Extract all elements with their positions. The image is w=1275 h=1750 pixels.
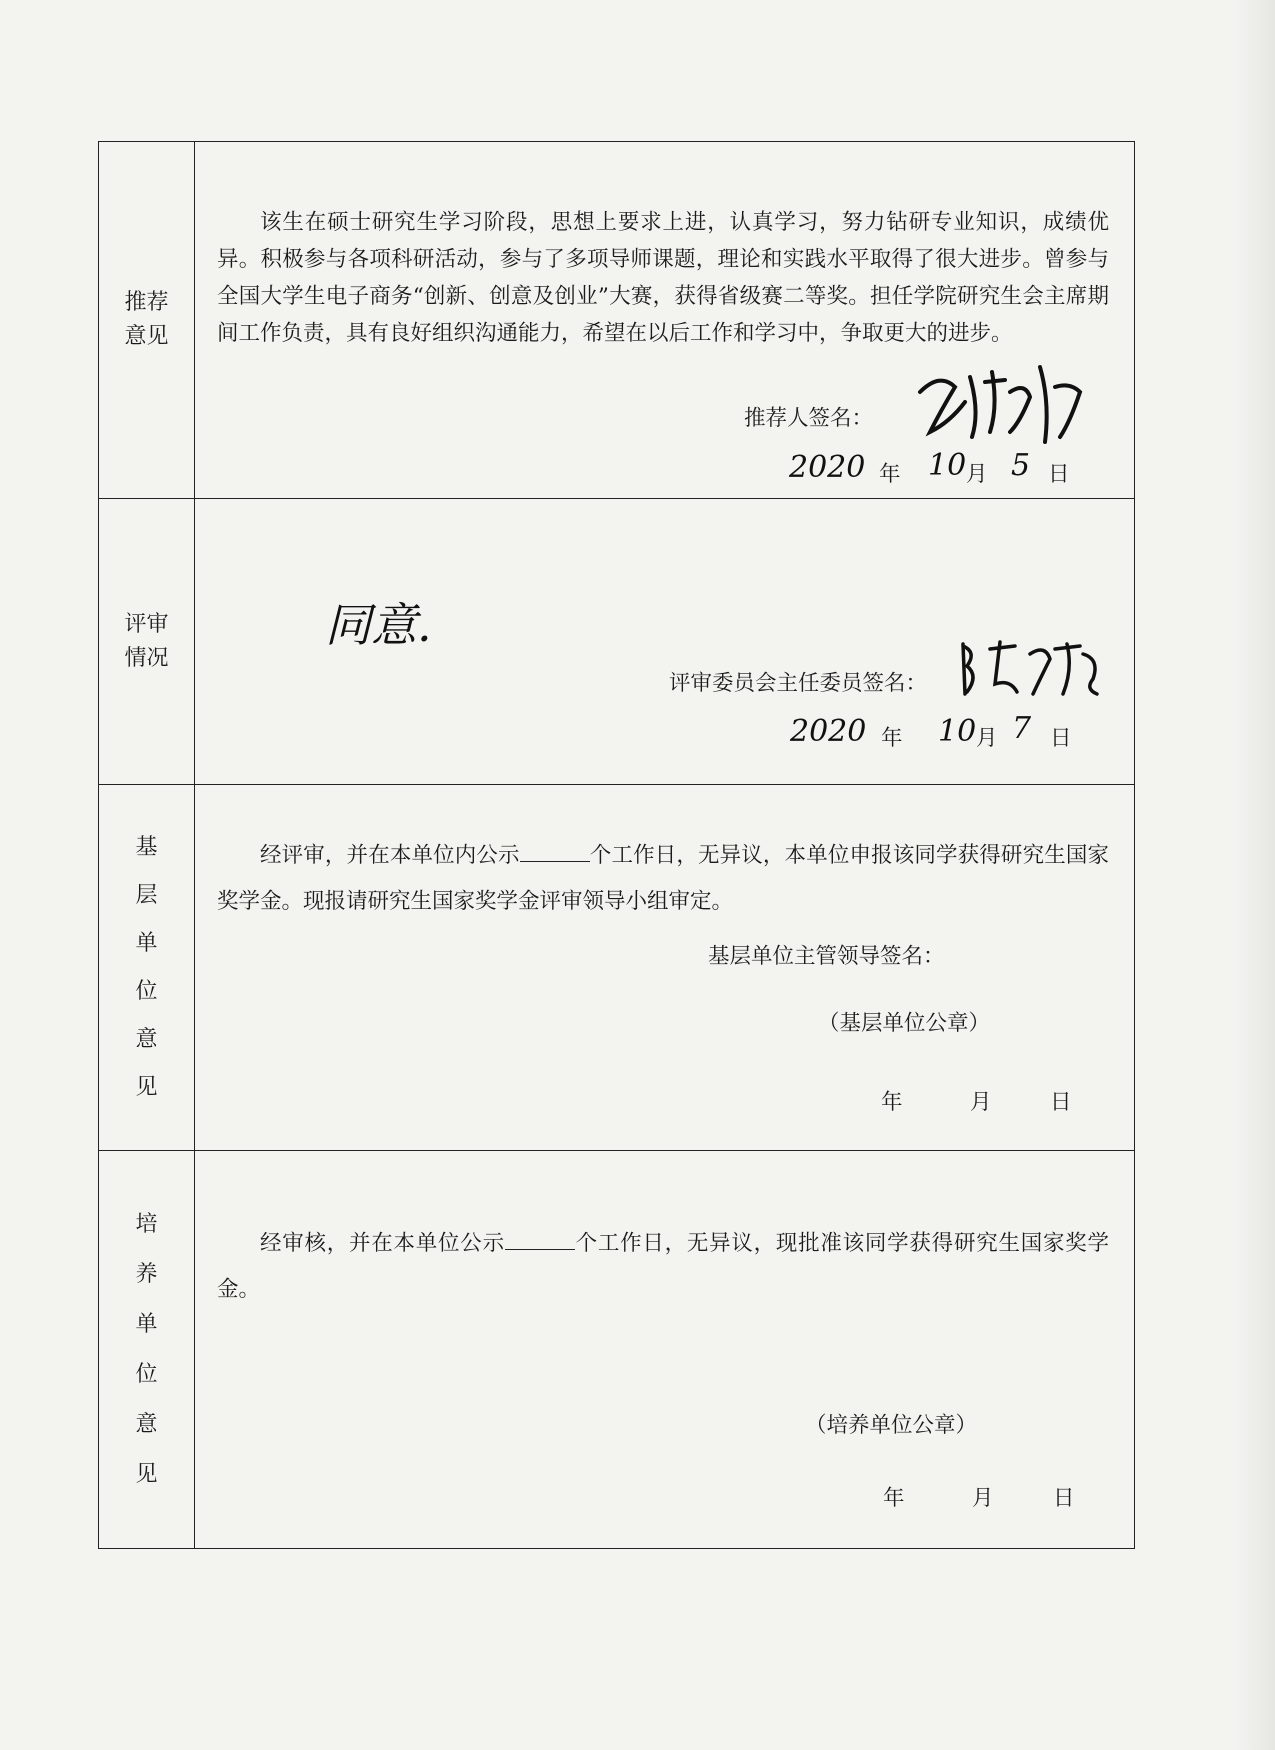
training-unit-opinion-text: 经审核，并在本单位公示 个工作日，无异议，现批准该同学获得研究生国家奖学金。 [217, 1231, 1109, 1302]
recommend-date-month: 10 [928, 448, 967, 483]
base-unit-signer-label: 基层单位主管领导签名： [708, 944, 945, 969]
training-unit-row [99, 1151, 1135, 1549]
scholarship-opinion-form [98, 141, 1135, 1549]
review-month-unit: 月 [976, 726, 998, 751]
base-unit-day-unit: 日 [1050, 1090, 1072, 1115]
training-publicity-days-blank[interactable] [505, 1229, 575, 1250]
training-unit-year-unit: 年 [883, 1486, 905, 1511]
review-date-year: 2020 [790, 714, 867, 749]
training-unit-month-unit: 月 [972, 1486, 994, 1511]
review-label: 评审 情况 [99, 499, 195, 785]
base-unit-content [195, 785, 1135, 1151]
review-handwritten-opinion: 同意. [325, 598, 432, 652]
base-unit-label: 基 层 单 位 意 见 [99, 785, 195, 1151]
review-day-unit: 日 [1050, 726, 1072, 751]
review-signer-label: 评审委员会主任委员签名： [669, 671, 928, 696]
training-unit-seal: （培养单位公章） [805, 1413, 978, 1438]
review-chair-signature [955, 634, 1105, 704]
recommend-label: 推荐 意见 [99, 142, 195, 499]
recommender-signature [910, 352, 1090, 452]
recommender-signer-label: 推荐人签名： [744, 406, 874, 431]
base-unit-row [99, 785, 1135, 1151]
review-date-day: 7 [1012, 711, 1032, 746]
training-unit-label: 培 养 单 位 意 见 [99, 1151, 195, 1549]
recommend-row [99, 142, 1135, 499]
training-unit-day-unit: 日 [1053, 1486, 1075, 1511]
recommend-month-unit: 月 [966, 462, 988, 487]
base-unit-opinion-text: 经评审，并在本单位内公示 个工作日，无异议，本单位申报该同学获得研究生国家奖学金。现报请研究生国家奖学金评审领导小组审定。 [217, 843, 1109, 914]
recommend-year-unit: 年 [879, 462, 901, 487]
recommend-day-unit: 日 [1048, 462, 1070, 487]
review-year-unit: 年 [881, 726, 903, 751]
recommend-opinion-text: 该生在硕士研究生学习阶段，思想上要求上进，认真学习，努力钻研专业知识，成绩优异。积极参与各项科研活动，参与了多项导师课题，理论和实践水平取得了很大进步。曾参与全国大学生电子商务“创新、创意及创业”大赛，获得省级赛二等奖。担任学院研究生会主席期间工作负责，具有良好组织沟通能力，希望在以后工作和学习中，争取更大的进步。 [217, 210, 1109, 346]
recommend-content [195, 142, 1135, 499]
base-unit-seal: （基层单位公章） [818, 1011, 991, 1036]
base-unit-year-unit: 年 [881, 1090, 903, 1115]
page-edge-shadow [1235, 0, 1275, 1750]
base-unit-month-unit: 月 [970, 1090, 992, 1115]
training-unit-content [195, 1151, 1135, 1549]
review-row [99, 499, 1135, 785]
recommend-date-year: 2020 [789, 450, 866, 485]
recommend-date-day: 5 [1011, 448, 1031, 483]
review-date-month: 10 [938, 714, 977, 749]
publicity-days-blank[interactable] [520, 841, 590, 862]
review-content [195, 499, 1135, 785]
